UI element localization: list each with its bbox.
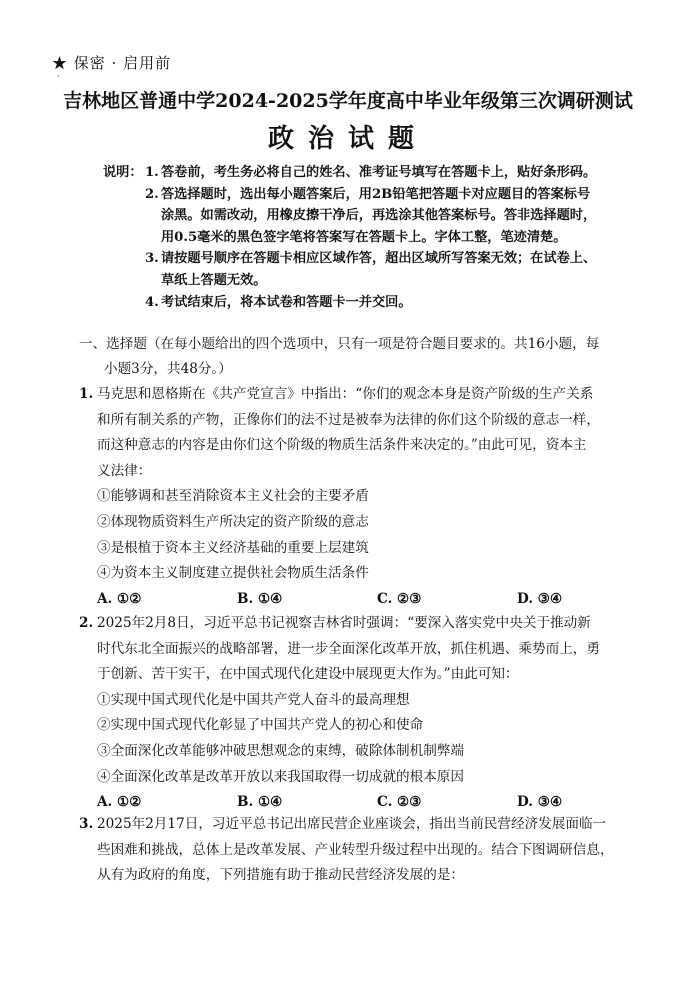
statement-option: ④全面深化改革是改革开放以来我国取得一切成就的根本原因 <box>97 768 465 785</box>
choice-a: A. ①② <box>97 590 142 607</box>
instruction-item: 3. 请按题号顺序在答题卡相应区域作答，超出区域所写答案无效；在试卷上、 <box>145 251 597 267</box>
exam-title: 吉林地区普通中学2024-2025学年度高中毕业年级第三次调研测试 <box>63 90 633 112</box>
question-number: 1. <box>79 386 94 402</box>
question-2: 2. 2025年2月8日，习近平总书记视察吉林省时强调：“要深入落实党中央关于推动新 时代东北全面振兴的战略部署，进一步全面深化改革开放，抓住机遇、乘势而上，勇 于创新、苦干实干，在中国式现代化建设中展现更大作为。”由此可知： ①实现中国式现代化是中国共产党人奋斗的最高理想 ②实现中国式现代化彰显了中国共产党人的初心和使命 ③全面深化改革能够冲破思想观念的束缚，破除体制机制弊端 ④全面深化改革是改革开放以来我国取得一切成就的根本原因 A. ①② B. ①④ C. ②③ D. ③④ <box>79 611 624 816</box>
choice-d: D. ③④ <box>517 590 563 607</box>
statement-option: ③全面深化改革能够冲破思想观念的束缚，破除体制机制弊端 <box>97 742 465 759</box>
confidential-mark: ★ 保密 · 启用前 <box>52 54 172 72</box>
choice-d: D. ③④ <box>517 794 563 811</box>
statement-option: ②体现物质资料生产所决定的资产阶级的意志 <box>97 513 369 530</box>
instruction-line: 涂黑。如需改动，用橡皮擦干净后，再选涂其他答案标号。答非选择题时， <box>161 208 597 224</box>
question-stem: 2025年2月17日，习近平总书记出席民营企业座谈会，指出当前民营经济发展面临一 <box>97 816 607 832</box>
instructions <box>103 162 623 313</box>
instruction-item: 说明： 1. 答卷前，考生务必将自己的姓名、准考证号填写在答题卡上，贴好条形码。 <box>103 162 623 184</box>
choice-b: B. ①④ <box>237 794 283 811</box>
statement-option: ②实现中国式现代化彰显了中国共产党人的初心和使命 <box>97 717 424 734</box>
instructions-label: 说明： <box>103 165 143 180</box>
question-number: 2. <box>79 615 94 631</box>
statement-option: ①实现中国式现代化是中国共产党人奋斗的最高理想 <box>97 691 410 708</box>
section-heading: 一、选择题（在每小题给出的四个选项中，只有一项是符合题目要求的。共16小题，每 小题3分，共48分。） <box>79 336 600 377</box>
instruction-item: 4. 考试结束后，将本试卷和答题卡一并交回。 <box>145 294 412 310</box>
instruction-item: 2. 答选择题时，选出每小题答案后，用2B铅笔把答题卡对应题目的答案标号 <box>145 186 591 202</box>
question-stem: 马克思和恩格斯在《共产党宣言》中指出：“你们的观念本身是资产阶级的生产关系 <box>97 386 594 402</box>
choice-b: B. ①④ <box>237 590 283 607</box>
statement-option: ④为资本主义制度建立提供社会物质生活条件 <box>97 565 369 582</box>
dot-mark: · <box>57 72 60 81</box>
answer-choices <box>79 587 624 613</box>
choice-a: A. ①② <box>97 794 142 811</box>
choice-c: C. ②③ <box>377 590 422 607</box>
question-1: 1. 马克思和恩格斯在《共产党宣言》中指出：“你们的观念本身是资产阶级的生产关系 和所有制关系的产物，正像你们的法不过是被奉为法律的你们这个阶级的意志一样， 而这种意志的内容是由你们这个阶级的物质生活条件来决定的。”由此可见，资本主 义法律： ①能够调和甚至消除资本主义社会的主要矛盾 ②体现物质资料生产所决定的资产阶级的意志 ③是根植于资本主义经济基础的重要上层建筑 ④为资本主义制度建立提供社会物质生活条件 A. ①② B. ①④ C. ②③ D. ③④ <box>79 382 624 612</box>
question-stem: 2025年2月8日，习近平总书记视察吉林省时强调：“要深入落实党中央关于推动新 <box>97 615 591 631</box>
statement-option: ①能够调和甚至消除资本主义社会的主要矛盾 <box>97 488 369 505</box>
question-number: 3. <box>79 816 94 832</box>
instruction-line: 草纸上答题无效。 <box>161 272 267 288</box>
instruction-line: 用0.5毫米的黑色签字笔将答案写在答题卡上。字体工整，笔迹清楚。 <box>161 229 567 245</box>
subject-title: 政治试题 <box>267 124 428 154</box>
question-3: 3. 2025年2月17日，习近平总书记出席民营企业座谈会，指出当前民营经济发展面临一 些困难和挑战，总体上是改革发展、产业转型升级过程中出现的。结合下图调研信息， 从有为政府的角度，下列措施有助于推动民营经济发展的是： <box>79 812 624 889</box>
choice-c: C. ②③ <box>377 794 422 811</box>
statement-option: ③是根植于资本主义经济基础的重要上层建筑 <box>97 539 369 556</box>
